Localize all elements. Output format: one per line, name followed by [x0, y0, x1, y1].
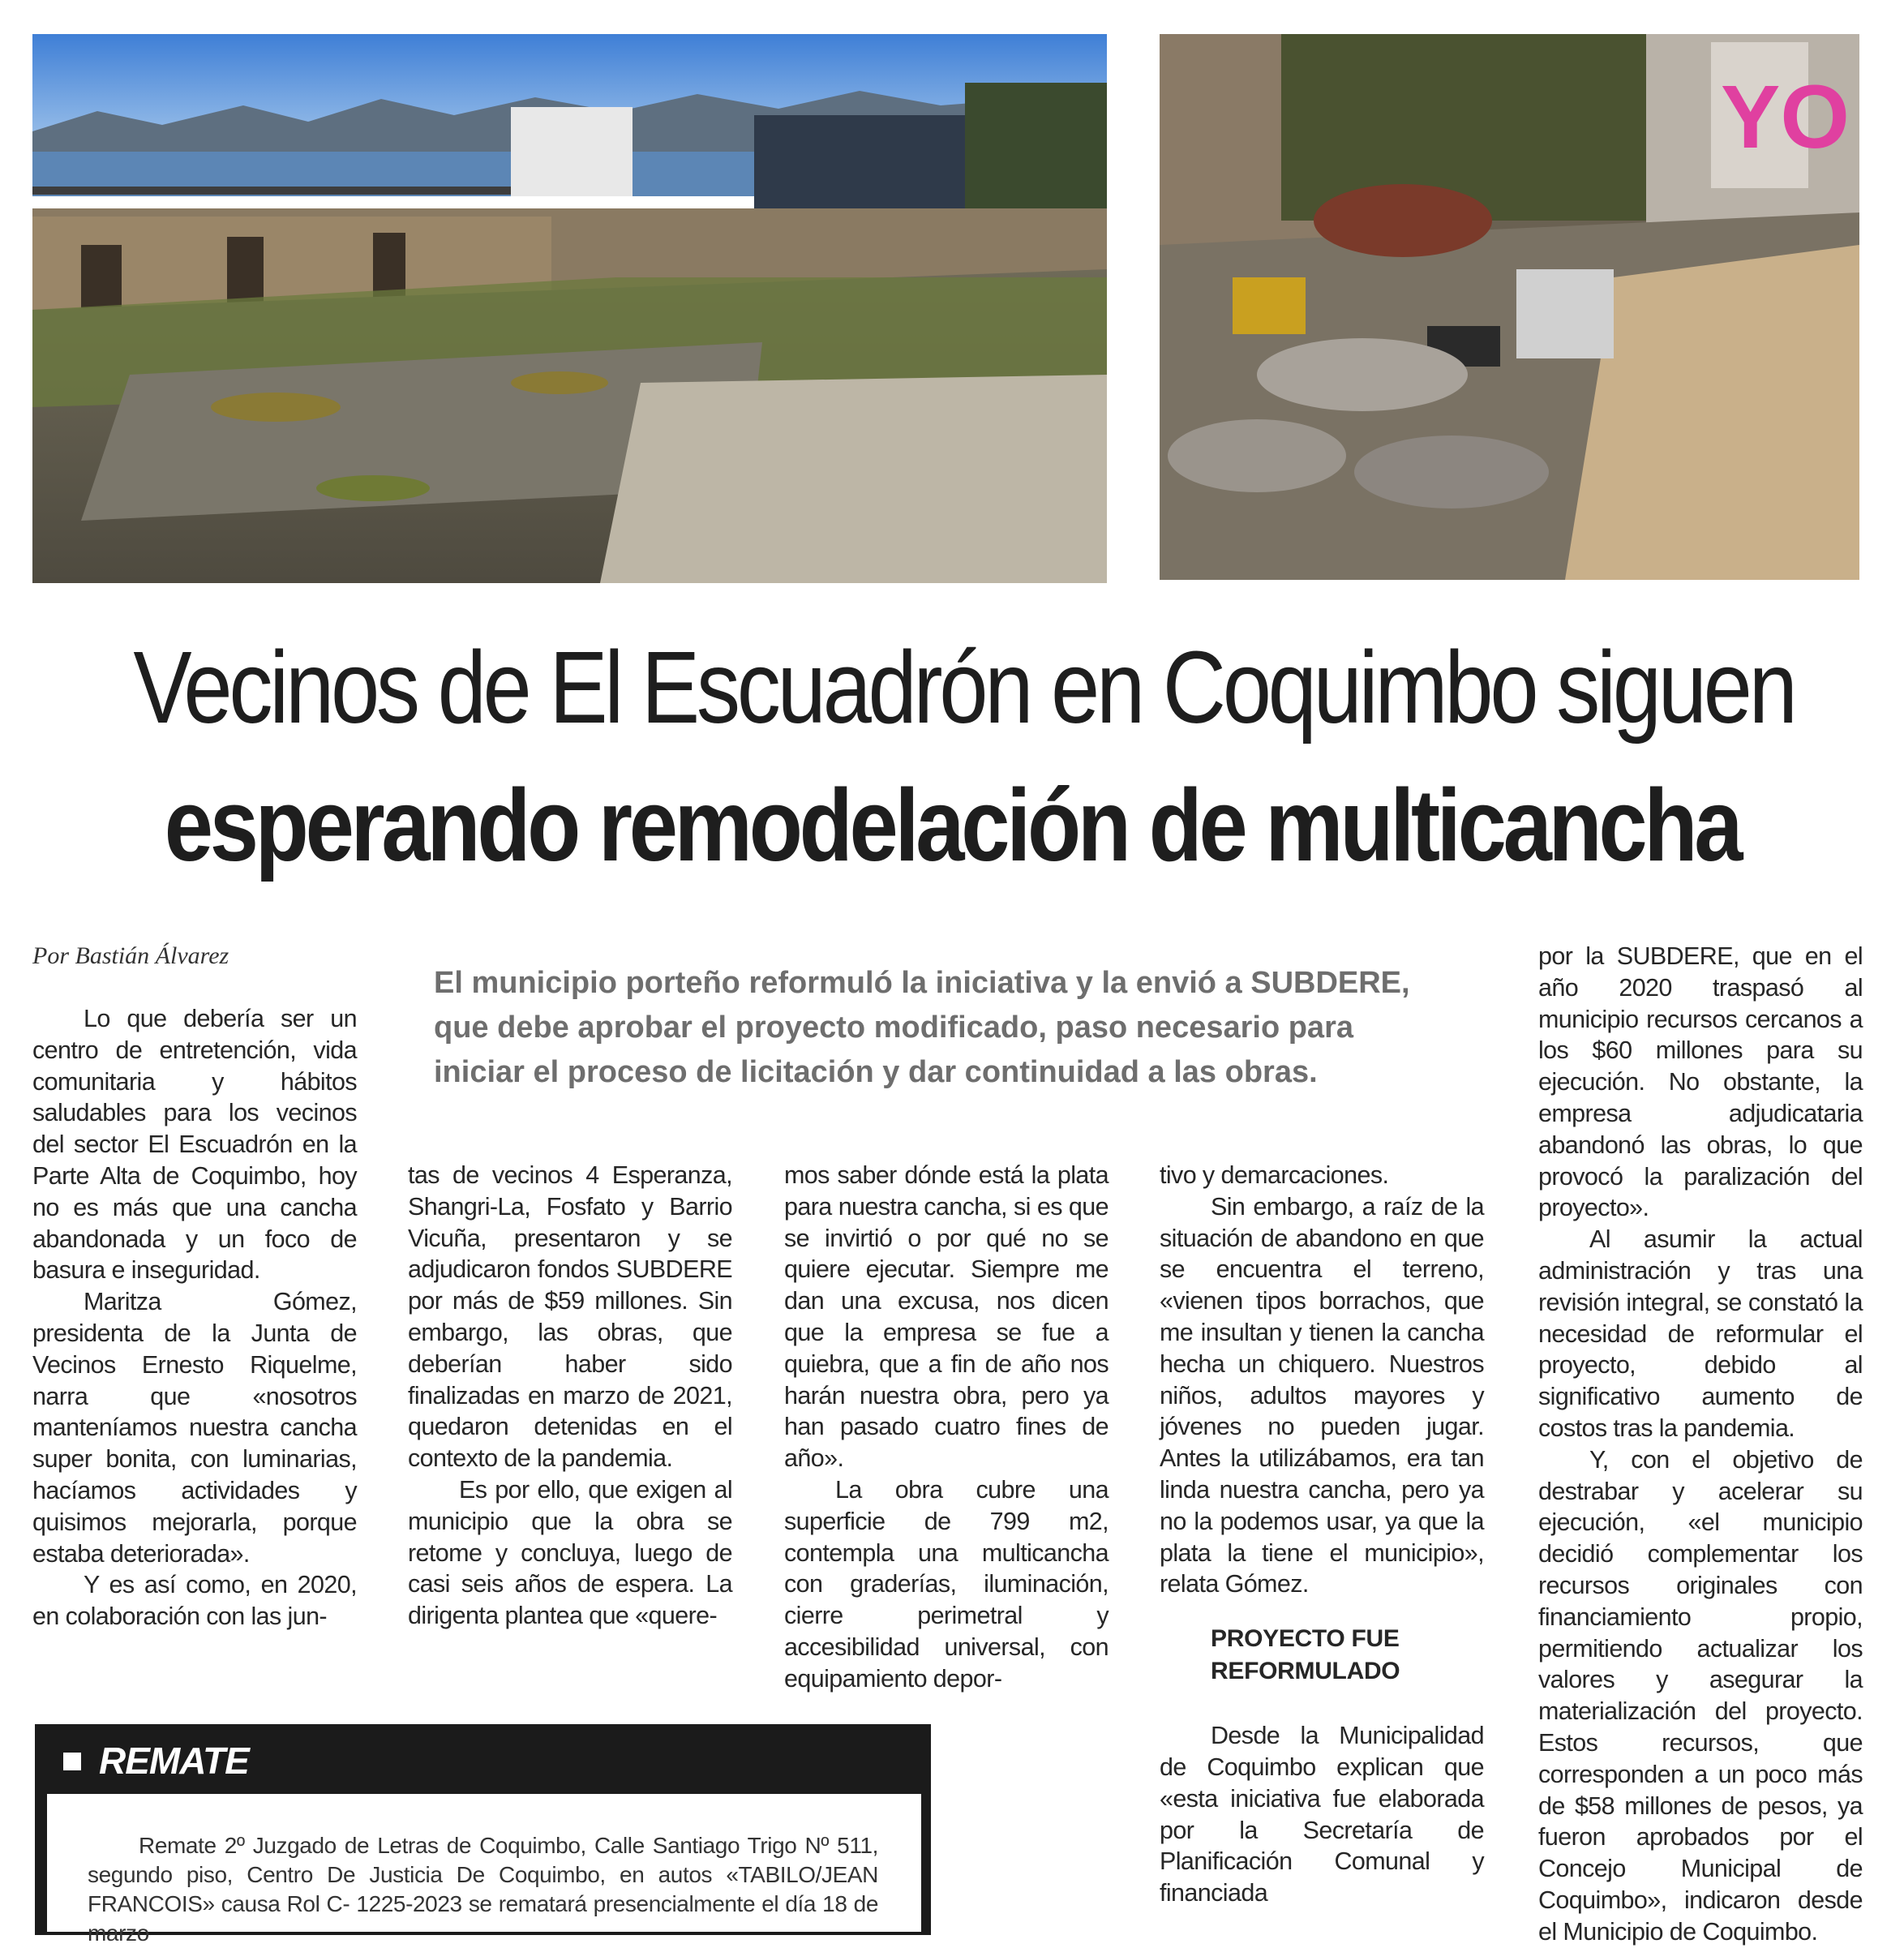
paragraph: Lo que debería ser un centro de entretención, vida comunitaria y hábitos saludables para los vecinos del sector El Escuadrón en la Parte Alta de Coquimbo, hoy no es más que una cancha abandonada y un foco de basura e inseguridad.	[32, 1005, 357, 1285]
svg-text:YO: YO	[1721, 67, 1850, 167]
headline-line-1: Vecinos de El Escuadrón en Coquimbo siguen	[133, 630, 1795, 744]
paragraph: Al asumir la actual administración y tras una revisión integral, se constató la necesidad de reformular el proyecto, debido al significativo aumento de costos tras la pandemia.	[1538, 1225, 1863, 1442]
photo-garbage-dump	[1160, 34, 1859, 580]
paragraph: La obra cubre una superficie de 799 m2, contempla una multicancha con graderías, iluminación, cierre perimetral y accesibilidad universal, con equipamiento depor-	[784, 1475, 1109, 1693]
paragraph: Y, con el objetivo de destrabar y acelerar su ejecución, «el municipio decidió complementar los recursos originales con financiamiento propio, permitiendo actualizar los valores y asegurar la materialización del proyecto. Estos recursos, que corresponden a un poco más de $58 millones de pesos, ya fueron aprobados por el Concejo Municipal de Coquimbo», indicaron desde el Municipio de Coquimbo.	[1538, 1445, 1863, 1946]
paragraph-continued: mos saber dónde está la plata para nuestra cancha, si es que se invirtió o por qué no se quiere ejecutar. Siempre me dan una excusa, nos dicen que la empresa se fue a quiebra, que a fin de año nos harán nuestra obra, pero ya han pasado cuatro fines de año».	[784, 1161, 1109, 1473]
paragraph: Desde la Municipalidad de Coquimbo explican que «esta iniciativa fue elaborada por la Secretaría de Planificación Comunal y financiada	[1160, 1722, 1484, 1907]
paragraph-continued: tivo y demarcaciones.	[1160, 1161, 1389, 1189]
headline-line-2: esperando remodelación de multicancha	[164, 768, 1740, 882]
paragraph: Sin embargo, a raíz de la situación de abandono en que se encuentra el terreno, «vienen tipos borrachos, que me insultan y tienen la cancha hecha un chiquero. Nuestros niños, adultos mayores y jóvenes no pueden jugar. Antes la utilizábamos, era tan linda nuestra cancha, pero ya no la podemos usar, ya que la plata la tiene el municipio», relata Gómez.	[1160, 1192, 1484, 1598]
paragraph-continued: tas de vecinos 4 Esperanza, Shangri-La, Fosfato y Barrio Vicuña, presentaron y se adjudicaron fondos SUBDERE por más de $59 millones. Sin embargo, las obras, que deberían haber sido finalizadas en marzo de 2021, quedaron detenidas en el contexto de la pandemia.	[408, 1161, 732, 1473]
photo-abandoned-court	[32, 34, 1107, 583]
paragraph: Y es así como, en 2020, en colaboración con las jun-	[32, 1571, 357, 1631]
remate-title-text: REMATE	[99, 1740, 249, 1782]
remate-notice-text: Remate 2º Juzgado de Letras de Coquimbo, Calle Santiago Trigo Nº 511, segundo piso, Centro De Justicia De Coquimbo, en autos «TABILO/JEAN FRANCOIS» causa Rol C- 1225-2023 se rematará presencialmente el día 18 de marzo	[88, 1833, 878, 1946]
article-column-4	[1160, 1160, 1484, 1909]
remate-title	[63, 1739, 249, 1783]
lead-summary: El municipio porteño reformuló la iniciativa y la envió a SUBDERE, que debe aprobar el proyecto modificado, paso necesario para iniciar el proceso de licitación y dar continuidad a las obras.	[434, 966, 1410, 1089]
article-column-3	[784, 1160, 1109, 1695]
article-column-1	[32, 1003, 357, 1633]
section-subhead: PROYECTO FUE REFORMULADO	[1211, 1625, 1400, 1685]
article-column-5	[1538, 941, 1863, 1948]
article-column-2	[408, 1160, 732, 1632]
paragraph: Maritza Gómez, presidenta de la Junta de Vecinos Ernesto Riquelme, narra que «nosotros manteníamos nuestra cancha super bonita, con luminarias, hacíamos actividades y quisimos mejorarla, porque estaba deteriorada».	[32, 1288, 357, 1568]
byline: Por Bastián Álvarez	[32, 942, 229, 969]
paragraph-continued: por la SUBDERE, que en el año 2020 traspasó al municipio recursos cercanos a los $60 millones para su ejecución. No obstante, la empresa adjudicataria abandonó las obras, lo que provocó la paralización del proyecto».	[1538, 942, 1863, 1222]
paragraph: Es por ello, que exigen al municipio que la obra se retome y concluya, luego de casi seis años de espera. La dirigenta plantea que «quere-	[408, 1475, 732, 1630]
